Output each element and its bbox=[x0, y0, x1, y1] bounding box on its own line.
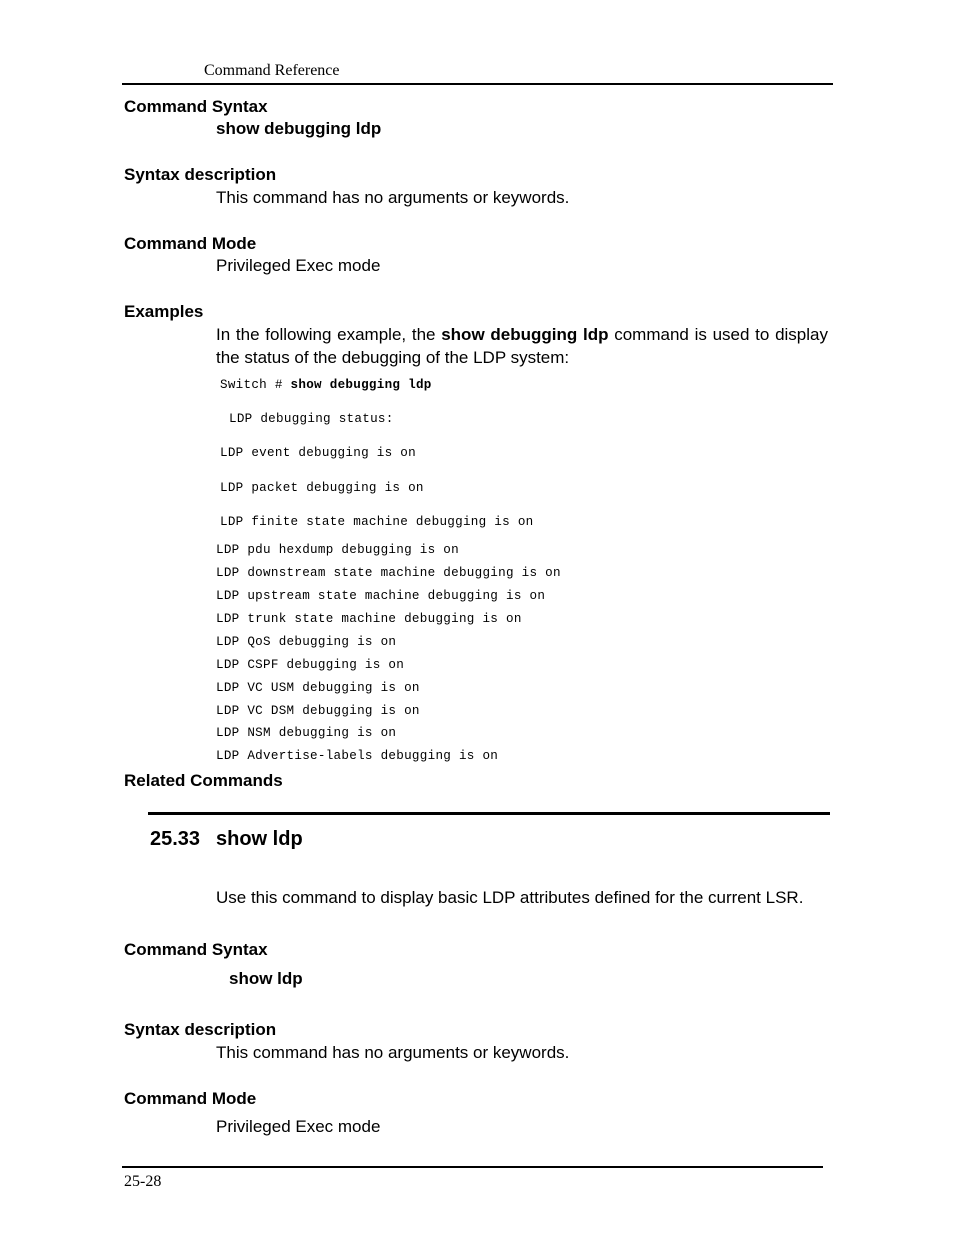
code-line: LDP VC USM debugging is on bbox=[216, 681, 420, 695]
running-header: Command Reference bbox=[204, 62, 340, 79]
command-syntax-value: show ldp bbox=[229, 969, 303, 988]
code-line: LDP QoS debugging is on bbox=[216, 635, 397, 649]
code-line: LDP upstream state machine debugging is on bbox=[216, 589, 546, 603]
code-line: LDP finite state machine debugging is on bbox=[220, 515, 534, 529]
syntax-description-text: This command has no arguments or keywords. bbox=[216, 1043, 570, 1062]
code-line: LDP CSPF debugging is on bbox=[216, 658, 405, 672]
command-mode-text: Privileged Exec mode bbox=[216, 1117, 381, 1136]
code-line: LDP pdu hexdump debugging is on bbox=[216, 543, 459, 557]
related-commands-heading: Related Commands bbox=[124, 771, 283, 790]
section-number: 25.33 bbox=[150, 828, 201, 850]
command-mode-heading: Command Mode bbox=[124, 1089, 257, 1108]
header-rule bbox=[122, 83, 833, 85]
code-line: LDP Advertise-labels debugging is on bbox=[216, 749, 499, 763]
section-intro: Use this command to display basic LDP attributes defined for the current LSR. bbox=[216, 888, 804, 907]
page-number: 25-28 bbox=[124, 1173, 162, 1190]
example-intro-paragraph bbox=[216, 323, 828, 369]
syntax-description-heading: Syntax description bbox=[124, 1020, 277, 1039]
footer-rule bbox=[122, 1166, 823, 1168]
syntax-description-text: This command has no arguments or keywords. bbox=[216, 188, 570, 207]
example-intro-after: command is used to display the status of the debugging of the LDP system: bbox=[216, 325, 828, 367]
examples-heading: Examples bbox=[124, 302, 204, 321]
command-syntax-heading: Command Syntax bbox=[124, 940, 268, 959]
command-syntax-value: show debugging ldp bbox=[216, 119, 382, 138]
code-line: LDP event debugging is on bbox=[220, 446, 416, 460]
code-prompt: Switch # bbox=[220, 378, 291, 392]
syntax-description-heading: Syntax description bbox=[124, 165, 277, 184]
section-title: show ldp bbox=[216, 828, 303, 850]
example-intro-command: show debugging ldp bbox=[441, 325, 609, 344]
command-syntax-heading: Command Syntax bbox=[124, 97, 268, 116]
code-line: LDP NSM debugging is on bbox=[216, 726, 397, 740]
command-mode-heading: Command Mode bbox=[124, 234, 257, 253]
code-line: LDP trunk state machine debugging is on bbox=[216, 612, 522, 626]
code-line: LDP downstream state machine debugging is on bbox=[216, 566, 561, 580]
command-mode-text: Privileged Exec mode bbox=[216, 256, 381, 275]
code-prompt-line bbox=[220, 378, 432, 392]
code-command: show debugging ldp bbox=[290, 378, 432, 392]
code-status-line: LDP debugging status: bbox=[229, 412, 394, 426]
code-line: LDP VC DSM debugging is on bbox=[216, 704, 420, 718]
section-rule bbox=[148, 812, 830, 815]
example-intro-before: In the following example, the bbox=[216, 325, 442, 344]
code-line: LDP packet debugging is on bbox=[220, 481, 424, 495]
